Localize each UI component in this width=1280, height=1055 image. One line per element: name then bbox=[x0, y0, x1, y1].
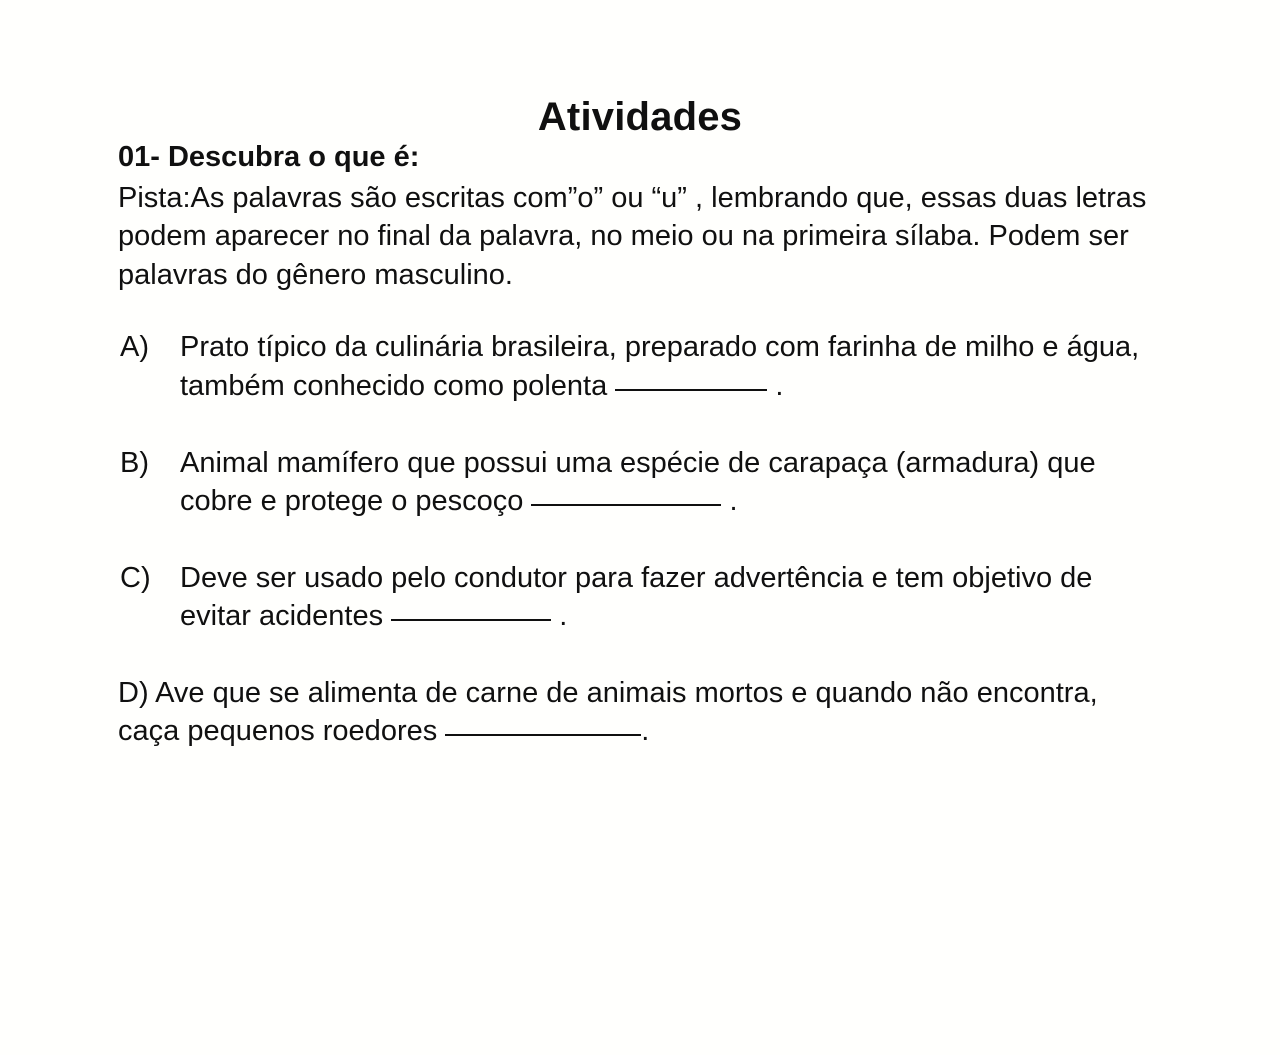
answer-blank-b[interactable] bbox=[531, 504, 721, 506]
list-item-text bbox=[180, 559, 1160, 636]
hint-quote-u: “u” bbox=[651, 181, 687, 214]
list-item-text bbox=[180, 328, 1160, 405]
list-item-marker: A) bbox=[120, 331, 149, 364]
hint-between: ou bbox=[603, 181, 652, 214]
list-item-body: Deve ser usado pelo condutor para fazer advertência e tem objetivo de evitar acidentes bbox=[180, 561, 1093, 633]
question-heading bbox=[118, 139, 1160, 177]
answer-blank-c[interactable] bbox=[391, 619, 551, 621]
hint-label: Pista: bbox=[118, 181, 191, 214]
slide-body bbox=[0, 139, 1280, 751]
hint-paragraph bbox=[118, 179, 1160, 295]
hint-text-part2: , lembrando que, essas duas letras podem aparecer no final da palavra, no meio ou na primeira sílaba. Podem ser palavras do gênero masculino. bbox=[118, 181, 1147, 291]
answer-blank-a[interactable] bbox=[615, 389, 767, 391]
list-item-marker: D) bbox=[118, 676, 149, 709]
list-item-marker: B) bbox=[120, 446, 149, 479]
slide bbox=[0, 95, 1280, 1055]
list-item-body: Prato típico da culinária brasileira, preparado com farinha de milho e água, também conhecido como polenta bbox=[180, 331, 1140, 402]
question-prompt: Descubra o que é: bbox=[167, 141, 420, 173]
page-title: Atividades bbox=[537, 95, 743, 139]
list-item bbox=[118, 444, 1160, 521]
hint-quote-o: ”o” bbox=[567, 181, 604, 214]
list-item-tail: . bbox=[729, 485, 738, 518]
list-item-text bbox=[180, 444, 1160, 521]
list-item bbox=[118, 328, 1160, 405]
list-item-body: Ave que se alimenta de carne de animais mortos e quando não encontra, caça pequenos roedores bbox=[118, 676, 1098, 748]
answer-blank-d[interactable] bbox=[445, 734, 641, 736]
question-list bbox=[118, 328, 1160, 751]
list-item-tail: . bbox=[559, 600, 568, 633]
list-item bbox=[118, 559, 1160, 636]
list-item bbox=[118, 674, 1160, 751]
list-item-body: Animal mamífero que possui uma espécie de carapaça (armadura) que cobre e protege o pescoço bbox=[180, 446, 1096, 518]
list-item-tail: . bbox=[775, 369, 784, 402]
question-number: 01- bbox=[118, 141, 160, 173]
list-item-marker: C) bbox=[120, 561, 151, 594]
list-item-tail: . bbox=[641, 715, 650, 748]
hint-text-part1: As palavras são escritas com bbox=[190, 181, 568, 214]
